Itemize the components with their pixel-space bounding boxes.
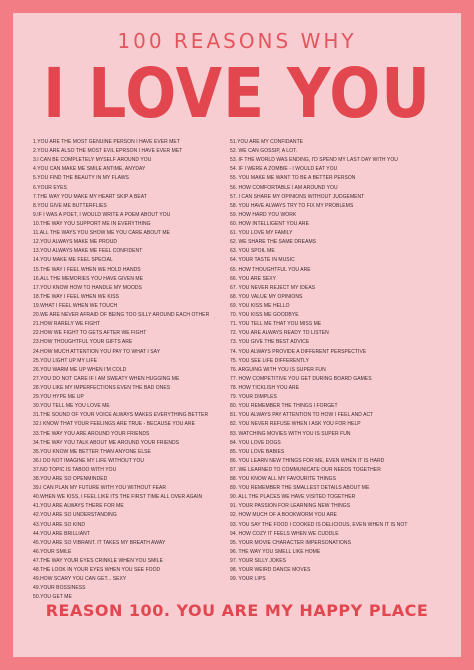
- reason-item: 18.THE WAY I FEEL WHEN WE KISS: [33, 293, 119, 300]
- reason-item: 1.YOU ARE THE MOST GENUINE PERSON I HAVE EVER MET: [33, 139, 180, 145]
- reason-item: 24.HOW MUCH ATTENTION YOU PAY TO WHAT I SAY: [33, 348, 161, 355]
- reason-item: 60. HOW INTELLIGENT YOU ARE: [230, 220, 309, 227]
- reason-item: 63. YOU SPOIL ME: [230, 248, 275, 255]
- reason-item: 42.YOU ARE SO UNDERSTANDING: [33, 512, 117, 519]
- reason-item: 87. WE LEARNED TO COMMUNICATE OUR NEEDS TOGETHER: [230, 466, 381, 473]
- reason-item: 14.YOU MAKE ME FEEL SPECIAL: [33, 257, 113, 264]
- reason-item: 57. I CAN SHARE MY OPINIONS WITHOUT JUDGEMENT: [230, 193, 365, 200]
- reason-item: 8.YOU GIVE ME BUTTERFLIES: [33, 202, 107, 209]
- reason-item: 95. YOUR MOVIE CHARACTER IMPERSONATIONS: [230, 539, 351, 546]
- reason-item: 27.YOU DO NOT CARE IF I AM SWEATY WHEN HUGGING ME: [33, 375, 180, 382]
- reason-item: 35.YOU KNOW ME BETTER THAN ANYONE ELSE: [33, 448, 151, 455]
- reason-item: 37.NO TOPIC IS TABOO WITH YOU: [33, 466, 117, 473]
- reason-item: 19.WHAT I FEEL WHEN WE TOUCH: [33, 302, 118, 309]
- reason-item: 51.YOU ARE MY CONFIDANTE: [230, 139, 304, 145]
- reason-item: 56. HOW COMFORTABLE I AM AROUND YOU: [230, 184, 338, 191]
- reason-item: 97. YOUR SILLY JOKES: [230, 558, 287, 565]
- reason-item: 94. HOW COZY IT FEELS WHEN WE CUDDLE: [230, 530, 339, 537]
- reason-item: 34.THE WAY YOU TALK ABOUT ME AROUND YOUR FRIENDS: [33, 439, 180, 446]
- reason-item: 10.THE WAY YOU SUPPORT ME IN EVERYTHING: [33, 220, 151, 227]
- reason-item: 9.IF I WAS A POET, I WOULD WRITE A POEM ABOUT YOU: [33, 211, 171, 218]
- reason-item: 15.THE WAY I FEEL WHEN WE HOLD HANDS: [33, 266, 141, 273]
- reason-item: 17.YOU KNOW HOW TO HANDLE MY MOODS: [33, 284, 142, 291]
- reason-item: 77. HOW COMPETITIVE YOU GET DURING BOARD GAMES: [230, 375, 372, 382]
- reason-item: 64. YOUR TASTE IN MUSIC: [230, 257, 295, 264]
- reason-item: 67. YOU NEVER REJECT MY IDEAS: [230, 284, 316, 291]
- reason-item: 25.YOU LIGHT UP MY LIFE: [33, 357, 97, 364]
- reason-item: 89. YOU REMEMBER THE SMALLEST DETAILS ABOUT ME: [230, 485, 370, 492]
- reason-item: 16.ALL THE MEMORIES YOU HAVE GIVEN ME: [33, 275, 144, 282]
- reason-item: 7.THE WAY YOU MAKE MY HEART SKIP A BEAT: [33, 193, 147, 200]
- reason-item: 96. THE WAY YOU SMELL LIKE HOME: [230, 548, 321, 555]
- reason-item: 92. HOW MUCH OF A BOOKWORM YOU ARE: [230, 512, 337, 519]
- reason-item: 70. YOU KISS ME GOODBYE: [230, 312, 299, 319]
- reason-item: 48.THE LOOK IN YOUR EYES WHEN YOU SEE FOOD: [33, 567, 161, 574]
- reason-item: 23.HOW THOUGHTFUL YOUR GIFTS ARE: [33, 339, 133, 346]
- reason-item: 69. YOU KISS ME HELLO: [230, 302, 290, 309]
- reason-item: 11.ALL THE WAYS YOU SHOW ME YOU CARE ABOUT ME: [33, 230, 170, 237]
- reason-item: 76. ARGUING WITH YOU IS SUPER FUN: [230, 366, 326, 373]
- reason-item: 90. ALL THE PLACES WE HAVE VISITED TOGETHER: [230, 494, 356, 501]
- reason-item: 3.I CAN BE COMPLETELY MYSELF AROUND YOU: [33, 157, 152, 164]
- reason-item: 39.I CAN PLAN MY FUTURE WITH YOU WITHOUT FEAR: [33, 485, 167, 492]
- reason-item: 4.YOU CAN MAKE ME SMILE ANTIME, ANYDAY: [33, 166, 146, 173]
- reason-item: 78. HOW TICKLISH YOU ARE: [230, 384, 300, 391]
- reason-item: 93. YOU SAY THE FOOD I COOKED IS DELICIOUS, EVEN WHEN IT IS NOT: [230, 521, 408, 528]
- reason-item: 58. YOU HAVE ALWAYS TRY TO FIX MY PROBLEMS: [230, 202, 354, 209]
- reason-item: 40.WHEN WE KISS, I FEEL LIKE ITS THE FIRST TIME ALL OVER AGAIN: [33, 494, 203, 501]
- reason-item: 52. WE CAN GOSSIP, A LOT.: [230, 148, 298, 155]
- reason-item: 91. YOUR PASSION FOR LEARNING NEW THINGS: [230, 503, 351, 510]
- reasons-list-left: [33, 138, 229, 603]
- reason-item: 82. YOU NEVER REFUSE WHEN I ASK YOU FOR HELP: [230, 421, 361, 428]
- reason-item: 86. YOU LEARN NEW THINGS FOR ME, EVEN WHEN IT IS HARD: [230, 457, 385, 464]
- reason-item: 29.YOU HYPE ME UP: [33, 394, 84, 401]
- reason-item: 53. IF THE WORLD WAS ENDING, I'D SPEND MY LAST DAY WITH YOU: [230, 157, 398, 164]
- reason-item: 36.I DO NOT IMAGINE MY LIFE WITHOUT YOU: [33, 457, 145, 464]
- reason-item: 81. YOU ALWAYS PAY ATTENTION TO HOW I FEEL AND ACT: [230, 412, 374, 419]
- reason-item: 31.THE SOUND OF YOUR VOICE ALWAYS MAKES EVERYTHING BETTER: [33, 412, 209, 419]
- reason-item: 30.YOU TELL ME YOU LOVE ME: [33, 403, 110, 410]
- reason-item: 5.YOU FIND THE BEAUTY IN MY FLAWS: [33, 175, 129, 182]
- reason-item: 2.YOU ARE ALSO THE MOST EVIL EPRSON I HAVE EVER MET: [33, 148, 183, 155]
- reason-item: 79. YOUR DIMPLES: [230, 394, 277, 401]
- reason-item: 68. YOU VALUE MY OPINIONS: [230, 293, 303, 300]
- reason-item: 84. YOU LOVE DOGS: [230, 439, 281, 446]
- reason-item: 45.YOU ARE SO VIBRANT. IT TAKES MY BREATH AWAY: [33, 539, 166, 546]
- reason-item: 13.YOU ALWAYS MAKE ME FEEL CONFIDENT: [33, 248, 143, 255]
- reasons-list-right: [230, 138, 440, 584]
- reason-item: 73. YOU GIVE THE BEST ADVICE: [230, 339, 310, 346]
- reason-item: 38.YOU ARE SO OPENMINDED: [33, 476, 108, 483]
- reason-item: 43.YOU ARE SO KIND: [33, 521, 86, 528]
- reason-item: 62. WE SHARE THE SAME DREAMS: [230, 239, 317, 246]
- reason-item: 6.YOUR EYES: [33, 184, 67, 191]
- reason-item: 75. YOU SEE LIFE DIFFERENTLY: [230, 357, 310, 364]
- poster-subtitle: 100 REASONS WHY: [117, 29, 357, 53]
- reason-item: 88. YOU KNOW ALL MY FAVOURITE THINGS: [230, 476, 336, 483]
- reason-item: 98. YOUR WEIRD DANCE MOVES: [230, 567, 311, 574]
- reason-item: 49.YOUR BOSSINESS: [33, 585, 86, 592]
- reason-item: 26.YOU WARM ME UP WHEN I'M COLD: [33, 366, 127, 373]
- reason-item: 74. YOU ALWAYS PROVIDE A DIFFERENT PERSPECTIVE: [230, 348, 367, 355]
- reason-item: 71. YOU TELL ME THAT YOU MISS ME: [230, 321, 322, 328]
- reason-item: 80. YOU REMEMBER THE THINGS I FORGET: [230, 403, 338, 410]
- reason-item: 28.YOU LIKE MY IMPERFECTIONS EVEN THE BAD ONES: [33, 384, 171, 391]
- reason-item: 22.HOW WE FIGHT TO GETS AFTER WE FIGHT: [33, 330, 147, 337]
- reason-item: 46.YOUR SMILE: [33, 548, 72, 555]
- reason-item: 44.YOU ARE BRILLIANT: [33, 530, 90, 537]
- reason-item: 65. HOW THOUGHTFUL YOU ARE: [230, 266, 311, 273]
- reason-item: 85. YOU LOVE BABIES: [230, 448, 285, 455]
- reason-item: 54. IF I WERE A ZOMBIE - I WOULD EAT YOU: [230, 166, 338, 173]
- reason-item: 59. HOW HARD YOU WORK: [230, 211, 297, 218]
- reason-item: 41.YOU ARE ALWAYS THERE FOR ME: [33, 503, 124, 510]
- reason-100-footer: REASON 100. YOU ARE MY HAPPY PLACE: [45, 601, 429, 620]
- reason-item: 47.THE WAY YOUR EYES CRINKLE WHEN YOU SMILE: [33, 558, 163, 565]
- reason-item: 55. YOU MAKE ME WANT TO BE A BETTER PERSON: [230, 175, 356, 182]
- reason-item: 50.YOU GET ME: [33, 594, 72, 601]
- reason-item: 33.THE WAY YOU ARE AROUND YOUR FRIENDS: [33, 430, 150, 437]
- reason-item: 66. YOU ARE SEXY: [230, 275, 277, 282]
- reason-item: 32.I KNOW THAT YOUR FEELINGS ARE TRUE - BECAUSE YOU ARE: [33, 421, 195, 428]
- reason-item: 20.WE ARE NEVER AFRAID OF BEING TOO SILLY AROUND EACH OTHER: [33, 312, 210, 319]
- reason-item: 49.HOW SCARY YOU CAN GET... SEXY: [33, 576, 127, 583]
- reason-item: 99. YOUR LIPS: [230, 576, 266, 583]
- reason-item: 72. YOU ARE ALWAYS READY TO LISTEN: [230, 330, 329, 337]
- reason-item: 61. YOU LOVE MY FAMILY: [230, 230, 293, 237]
- poster-title: I LOVE YOU: [42, 53, 432, 135]
- reason-item: 12.YOU ALWAYS MAKE ME PROUD: [33, 239, 118, 246]
- reason-item: 83. WATCHING MOVIES WITH YOU IS SUPER FUN: [230, 430, 351, 437]
- reason-item: 21.HOW RARELY WE FIGHT: [33, 321, 101, 328]
